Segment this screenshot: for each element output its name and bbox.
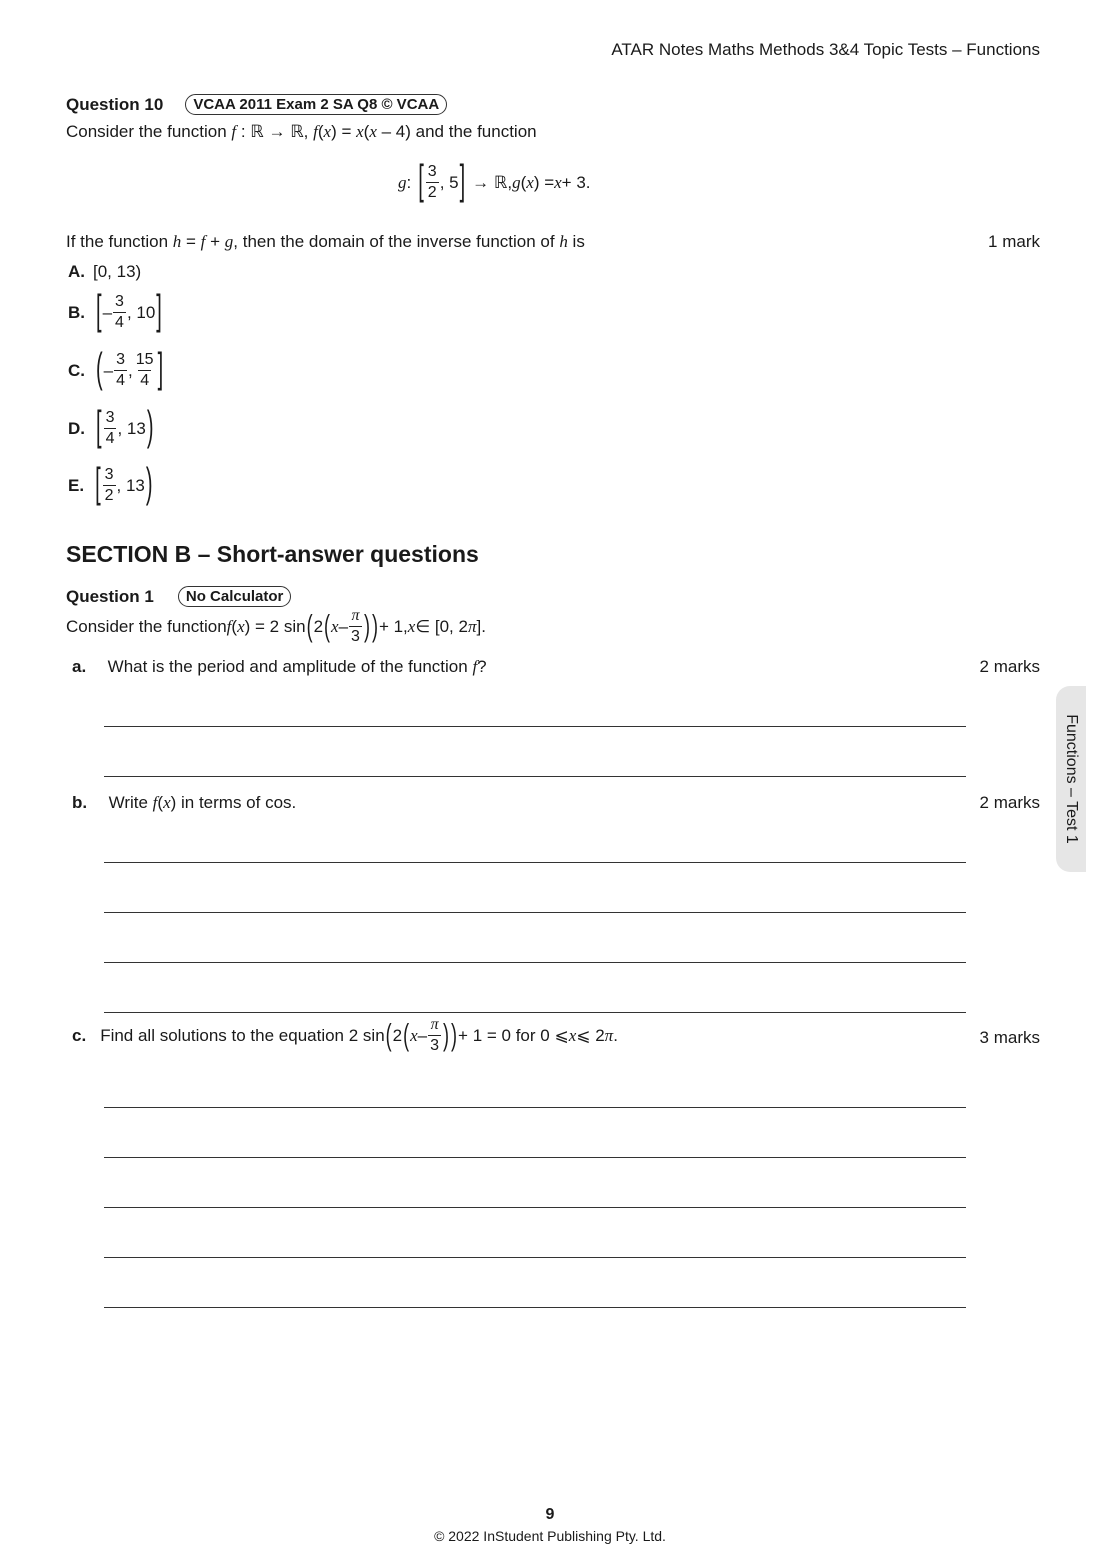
- g-text: , 5: [439, 172, 459, 192]
- part-label: a.: [72, 657, 87, 676]
- numerator: π: [430, 1016, 439, 1033]
- intro-text: ) =: [331, 122, 357, 141]
- source-badge: VCAA 2011 Exam 2 SA Q8 © VCAA: [185, 94, 447, 115]
- part-text: .: [613, 1025, 618, 1045]
- question-title: Question 10: [66, 94, 164, 114]
- option-label: C.: [68, 360, 85, 380]
- left-paren: (: [385, 1017, 392, 1052]
- running-header: ATAR Notes Maths Methods 3&4 Topic Tests – Functions: [611, 40, 1040, 59]
- part-text: x: [568, 1025, 577, 1045]
- question-10-stem: [66, 232, 585, 252]
- option-text: , 13: [117, 418, 146, 438]
- option-label: B.: [68, 302, 85, 322]
- part-text: Find all solutions to the equation 2 sin: [100, 1025, 385, 1045]
- function-g-definition: [398, 158, 591, 205]
- left-paren: (: [306, 608, 313, 643]
- fraction: [113, 294, 126, 331]
- part-text: ⩽ 2: [576, 1025, 605, 1045]
- g-text: ) =: [533, 172, 555, 192]
- option-text: , 10: [126, 302, 156, 322]
- part-text: π: [604, 1025, 614, 1045]
- section-b-title: SECTION B – Short-answer questions: [66, 541, 479, 567]
- denominator: 2: [427, 184, 437, 201]
- intro-text: x: [356, 122, 364, 141]
- part-text: f: [152, 793, 158, 812]
- part-text: –: [417, 1025, 428, 1045]
- part-text: ) in terms of cos.: [170, 793, 297, 812]
- option-label: E.: [68, 475, 85, 495]
- right-paren: ): [145, 461, 153, 508]
- question-title: Question 1: [66, 586, 154, 606]
- stem-text: is: [567, 232, 585, 251]
- intro-text: ) = 2 sin: [244, 616, 306, 636]
- intro-text: x: [369, 122, 377, 141]
- intro-text: f: [226, 616, 232, 636]
- denominator: 4: [140, 372, 150, 389]
- option-text: ,: [128, 360, 133, 380]
- fraction: [114, 352, 127, 389]
- left-paren: (: [96, 346, 103, 393]
- right-bracket: ]: [459, 158, 466, 205]
- answer-line[interactable]: [104, 862, 966, 863]
- intro-text: – 4) and the function: [376, 122, 537, 141]
- left-bracket: [: [418, 158, 424, 205]
- fraction: [103, 467, 116, 504]
- part-text: Write: [108, 793, 153, 812]
- question-1-heading: [66, 586, 291, 607]
- no-calculator-badge: No Calculator: [178, 586, 292, 607]
- g-text: → ℝ,: [472, 172, 513, 192]
- numerator: 3: [105, 409, 115, 426]
- answer-line[interactable]: [104, 912, 966, 913]
- part-c: [72, 1017, 618, 1054]
- left-bracket: [: [95, 461, 101, 508]
- stem-text: h: [559, 232, 568, 251]
- stem-text: If the function: [66, 232, 173, 251]
- intro-text: (: [317, 122, 324, 141]
- option-d[interactable]: [68, 404, 155, 451]
- marks-label: 2 marks: [979, 793, 1040, 812]
- intro-text: + 1,: [378, 616, 408, 636]
- right-bracket: ]: [157, 346, 164, 393]
- answer-line[interactable]: [104, 1257, 966, 1258]
- numerator: 3: [427, 163, 437, 180]
- answer-line[interactable]: [104, 1307, 966, 1308]
- stem-text: =: [181, 232, 201, 251]
- intro-text: x: [323, 122, 332, 141]
- fraction: [426, 164, 439, 201]
- right-paren: ): [363, 608, 370, 643]
- stem-text: , then the domain of the inverse function of: [233, 232, 560, 251]
- denominator: 4: [115, 314, 124, 331]
- marks-label: 3 marks: [979, 1028, 1040, 1047]
- g-text: g: [512, 172, 521, 192]
- marks-label: 1 mark: [988, 232, 1040, 251]
- question-10-heading: [66, 94, 447, 115]
- g-text: :: [406, 172, 412, 192]
- left-bracket: [: [96, 404, 102, 451]
- part-a: [72, 657, 487, 677]
- part-label: b.: [72, 793, 88, 812]
- fraction: [134, 352, 156, 389]
- intro-text: ].: [476, 616, 486, 636]
- numerator: π: [351, 607, 360, 624]
- option-text: [0, 13): [93, 262, 142, 281]
- intro-text: ∈ [0, 2: [415, 616, 468, 636]
- denominator: 4: [116, 372, 126, 389]
- intro-text: x: [237, 616, 245, 636]
- stem-text: h: [172, 232, 182, 251]
- answer-line[interactable]: [104, 1207, 966, 1208]
- page-number: 9: [545, 1506, 555, 1523]
- answer-line[interactable]: [104, 1157, 966, 1158]
- answer-line[interactable]: [104, 726, 966, 727]
- numerator: 3: [115, 293, 124, 310]
- part-text: f: [472, 657, 478, 676]
- part-label: c.: [72, 1025, 87, 1045]
- left-paren: (: [403, 1017, 410, 1052]
- left-bracket: [: [96, 288, 102, 335]
- option-text: –: [103, 360, 114, 380]
- part-text: (: [157, 793, 164, 812]
- denominator: 4: [105, 430, 115, 447]
- intro-text: x: [407, 616, 416, 636]
- g-text: x: [554, 172, 562, 192]
- intro-text: –: [338, 616, 349, 636]
- part-text: x: [163, 793, 171, 812]
- intro-text: 2: [313, 616, 324, 636]
- right-paren: ): [443, 1017, 450, 1052]
- side-tab: [1056, 686, 1086, 872]
- marks-label: 2 marks: [979, 657, 1040, 676]
- stem-text: +: [205, 232, 225, 251]
- option-label: A.: [68, 262, 85, 281]
- g-text: (: [520, 172, 527, 192]
- denominator: 3: [430, 1037, 440, 1054]
- option-text: , 13: [116, 475, 145, 495]
- copyright: © 2022 InStudent Publishing Pty. Ltd.: [434, 1528, 666, 1544]
- part-text: 2: [392, 1025, 403, 1045]
- intro-text: f: [313, 122, 318, 141]
- right-paren: ): [371, 608, 378, 643]
- fraction: [428, 1017, 441, 1054]
- answer-line[interactable]: [104, 776, 966, 777]
- stem-text: g: [224, 232, 234, 251]
- intro-text: : ℝ → ℝ,: [236, 122, 314, 141]
- intro-text: Consider the function: [66, 122, 232, 141]
- part-text: ?: [477, 657, 487, 676]
- option-b[interactable]: [68, 288, 163, 335]
- denominator: 2: [104, 487, 114, 504]
- option-e[interactable]: [68, 461, 154, 508]
- fraction: [349, 608, 362, 645]
- answer-line[interactable]: [104, 962, 966, 963]
- part-text: What is the period and amplitude of the function: [107, 657, 473, 676]
- option-c[interactable]: [68, 346, 164, 393]
- part-text: x: [410, 1025, 418, 1045]
- intro-text: Consider the function: [66, 616, 227, 636]
- option-label: D.: [68, 418, 85, 438]
- numerator: 3: [116, 351, 126, 368]
- numerator: 3: [104, 466, 114, 483]
- part-text: + 1 = 0 for 0 ⩽: [458, 1025, 569, 1045]
- intro-text: x: [331, 616, 339, 636]
- right-bracket: ]: [156, 288, 162, 335]
- left-paren: (: [324, 608, 331, 643]
- intro-text: (: [231, 616, 238, 636]
- right-paren: ): [146, 404, 154, 451]
- denominator: 3: [351, 628, 360, 645]
- numerator: 15: [135, 351, 154, 368]
- stem-text: f: [200, 232, 206, 251]
- intro-text: π: [467, 616, 477, 636]
- question-1-intro: [66, 608, 486, 645]
- fraction: [104, 410, 117, 447]
- g-text: x: [526, 172, 534, 192]
- intro-text: (: [363, 122, 370, 141]
- right-paren: ): [451, 1017, 458, 1052]
- option-text: –: [102, 302, 113, 322]
- answer-line[interactable]: [104, 1107, 966, 1108]
- g-text: + 3.: [561, 172, 591, 192]
- side-tab-label: Functions – Test 1: [1063, 714, 1080, 844]
- part-b: [72, 793, 296, 813]
- question-10-intro: [66, 122, 537, 142]
- intro-text: f: [231, 122, 237, 141]
- g-text: g: [398, 172, 407, 192]
- option-a[interactable]: [68, 262, 141, 282]
- answer-line[interactable]: [104, 1012, 966, 1013]
